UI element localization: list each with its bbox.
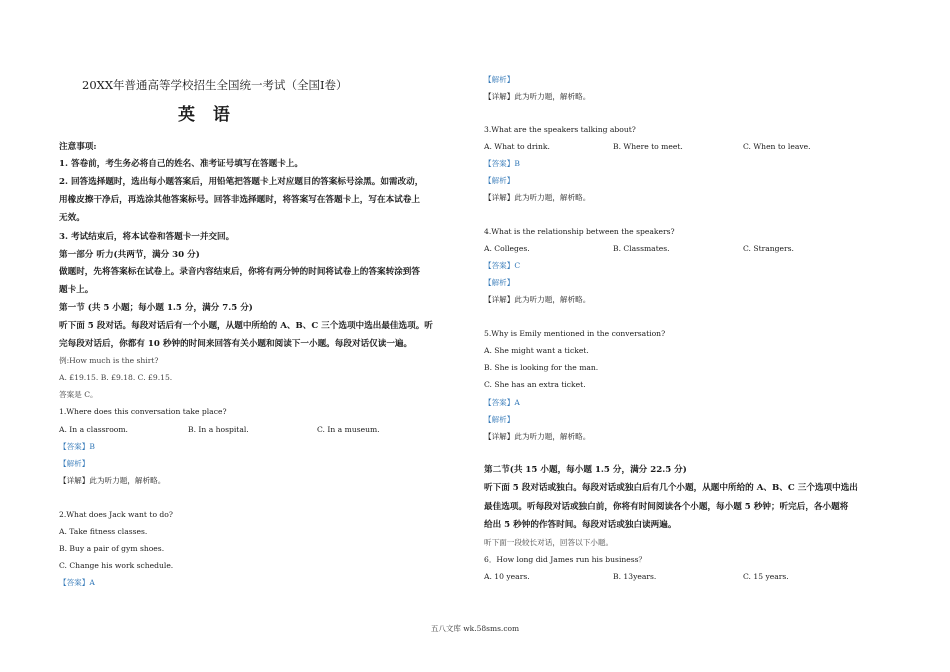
section2-desc-a: 听下面 5 段对话或独白。每段对话或独白后有几个小题，从题中所给的 A、B、C 三个选项中选出: [484, 483, 858, 493]
notice-heading: 注意事项:: [59, 142, 97, 152]
q4-option-a: A. Colleges.: [484, 244, 530, 253]
exam-title: 20XX年普通高等学校招生全国统一考试（全国I卷）: [82, 78, 348, 92]
section2-desc-c: 给出 5 秒钟的作答时间。每段对话或独白读两遍。: [484, 520, 677, 530]
q4-answer: 【答案】C: [484, 261, 521, 270]
q2-option-a: A. Take fitness classes.: [59, 527, 148, 536]
example-options: A. £19.15. B. £9.18. C. £9.15.: [59, 373, 173, 382]
notice-2a: 2. 回答选择题时，选出每小题答案后，用铅笔把答题卡上对应题目的答案标号涂黑。如需改动，: [59, 177, 424, 187]
q3-answer: 【答案】B: [484, 159, 520, 168]
notice-1: 1. 答卷前，考生务必将自己的姓名、准考证号填写在答题卡上。: [59, 159, 303, 169]
subject-title: 英 语: [178, 105, 236, 125]
q3-option-b: B. Where to meet.: [613, 142, 683, 151]
q5-analysis-label: 【解析】: [484, 415, 515, 424]
q2-analysis-label: 【解析】: [484, 75, 515, 84]
q2-detail: 【详解】此为听力题，解析略。: [484, 92, 591, 101]
question-3: 3.What are the speakers talking about?: [484, 125, 636, 134]
example-question: 例:How much is the shirt?: [59, 356, 159, 365]
q1-option-c: C. In a museum.: [317, 425, 380, 434]
q1-option-a: A. In a classroom.: [59, 425, 128, 434]
q3-analysis-label: 【解析】: [484, 176, 515, 185]
section1-heading: 第一节 (共 5 小题；每小题 1.5 分，满分 7.5 分): [59, 303, 253, 313]
section2-desc-b: 最佳选项。听每段对话或独白前，你将有时间阅读各个小题，每小题 5 秒钟；听完后，各小题将: [484, 502, 849, 512]
question-1: 1.Where does this conversation take place?: [59, 407, 227, 416]
part1-desc-b: 题卡上。: [59, 285, 94, 295]
q3-option-c: C. When to leave.: [743, 142, 811, 151]
q5-option-c: C. She has an extra ticket.: [484, 380, 586, 389]
q6-option-a: A. 10 years.: [484, 572, 530, 581]
q2-option-b: B. Buy a pair of gym shoes.: [59, 544, 165, 553]
q1-answer: 【答案】B: [59, 442, 95, 451]
section2-heading: 第二节(共 15 小题，每小题 1.5 分，满分 22.5 分): [484, 465, 687, 475]
q6-option-b: B. 13years.: [613, 572, 657, 581]
q5-answer: 【答案】A: [484, 398, 520, 407]
section1-desc-a: 听下面 5 段对话。每段对话后有一个小题，从题中所给的 A、B、C 三个选项中选出最佳选项。听: [59, 321, 433, 331]
section1-desc-b: 完每段对话后，你都有 10 秒钟的时间来回答有关小题和阅读下一小题。每段对话仅读一遍。: [59, 339, 413, 349]
question-5: 5.Why is Emily mentioned in the conversation?: [484, 329, 666, 338]
q4-analysis-label: 【解析】: [484, 278, 515, 287]
notice-2c: 无效。: [59, 213, 85, 223]
q2-answer: 【答案】A: [59, 578, 95, 587]
q5-detail: 【详解】此为听力题，解析略。: [484, 432, 591, 441]
part1-heading: 第一部分 听力(共两节，满分 30 分): [59, 250, 200, 260]
q3-detail: 【详解】此为听力题，解析略。: [484, 193, 591, 202]
section2-hint: 听下面一段较长对话，回答以下小题。: [484, 538, 614, 547]
part1-desc-a: 做题时，先将答案标在试卷上。录音内容结束后，你将有两分钟的时间将试卷上的答案转涂到答: [59, 267, 420, 277]
q1-option-b: B. In a hospital.: [188, 425, 249, 434]
question-2: 2.What does Jack want to do?: [59, 510, 173, 519]
notice-2b: 用橡皮擦干净后，再选涂其他答案标号。回答非选择题时，将答案写在答题卡上，写在本试卷上: [59, 195, 420, 205]
question-6: 6．How long did James run his business？: [484, 555, 647, 564]
q1-analysis-label: 【解析】: [59, 459, 90, 468]
q4-detail: 【详解】此为听力题，解析略。: [484, 295, 591, 304]
q2-option-c: C. Change his work schedule.: [59, 561, 174, 570]
q1-detail: 【详解】此为听力题，解析略。: [59, 476, 166, 485]
q6-option-c: C. 15 years.: [743, 572, 789, 581]
q5-option-b: B. She is looking for the man.: [484, 363, 599, 372]
notice-3: 3. 考试结束后，将本试卷和答题卡一并交回。: [59, 232, 235, 242]
example-answer: 答案是 C。: [59, 390, 98, 399]
q5-option-a: A. She might want a ticket.: [484, 346, 589, 355]
q3-option-a: A. What to drink.: [484, 142, 550, 151]
q4-option-b: B. Classmates.: [613, 244, 670, 253]
q4-option-c: C. Strangers.: [743, 244, 794, 253]
page-footer: 五八文库 wk.58sms.com: [430, 624, 520, 633]
question-4: 4.What is the relationship between the speakers?: [484, 227, 675, 236]
